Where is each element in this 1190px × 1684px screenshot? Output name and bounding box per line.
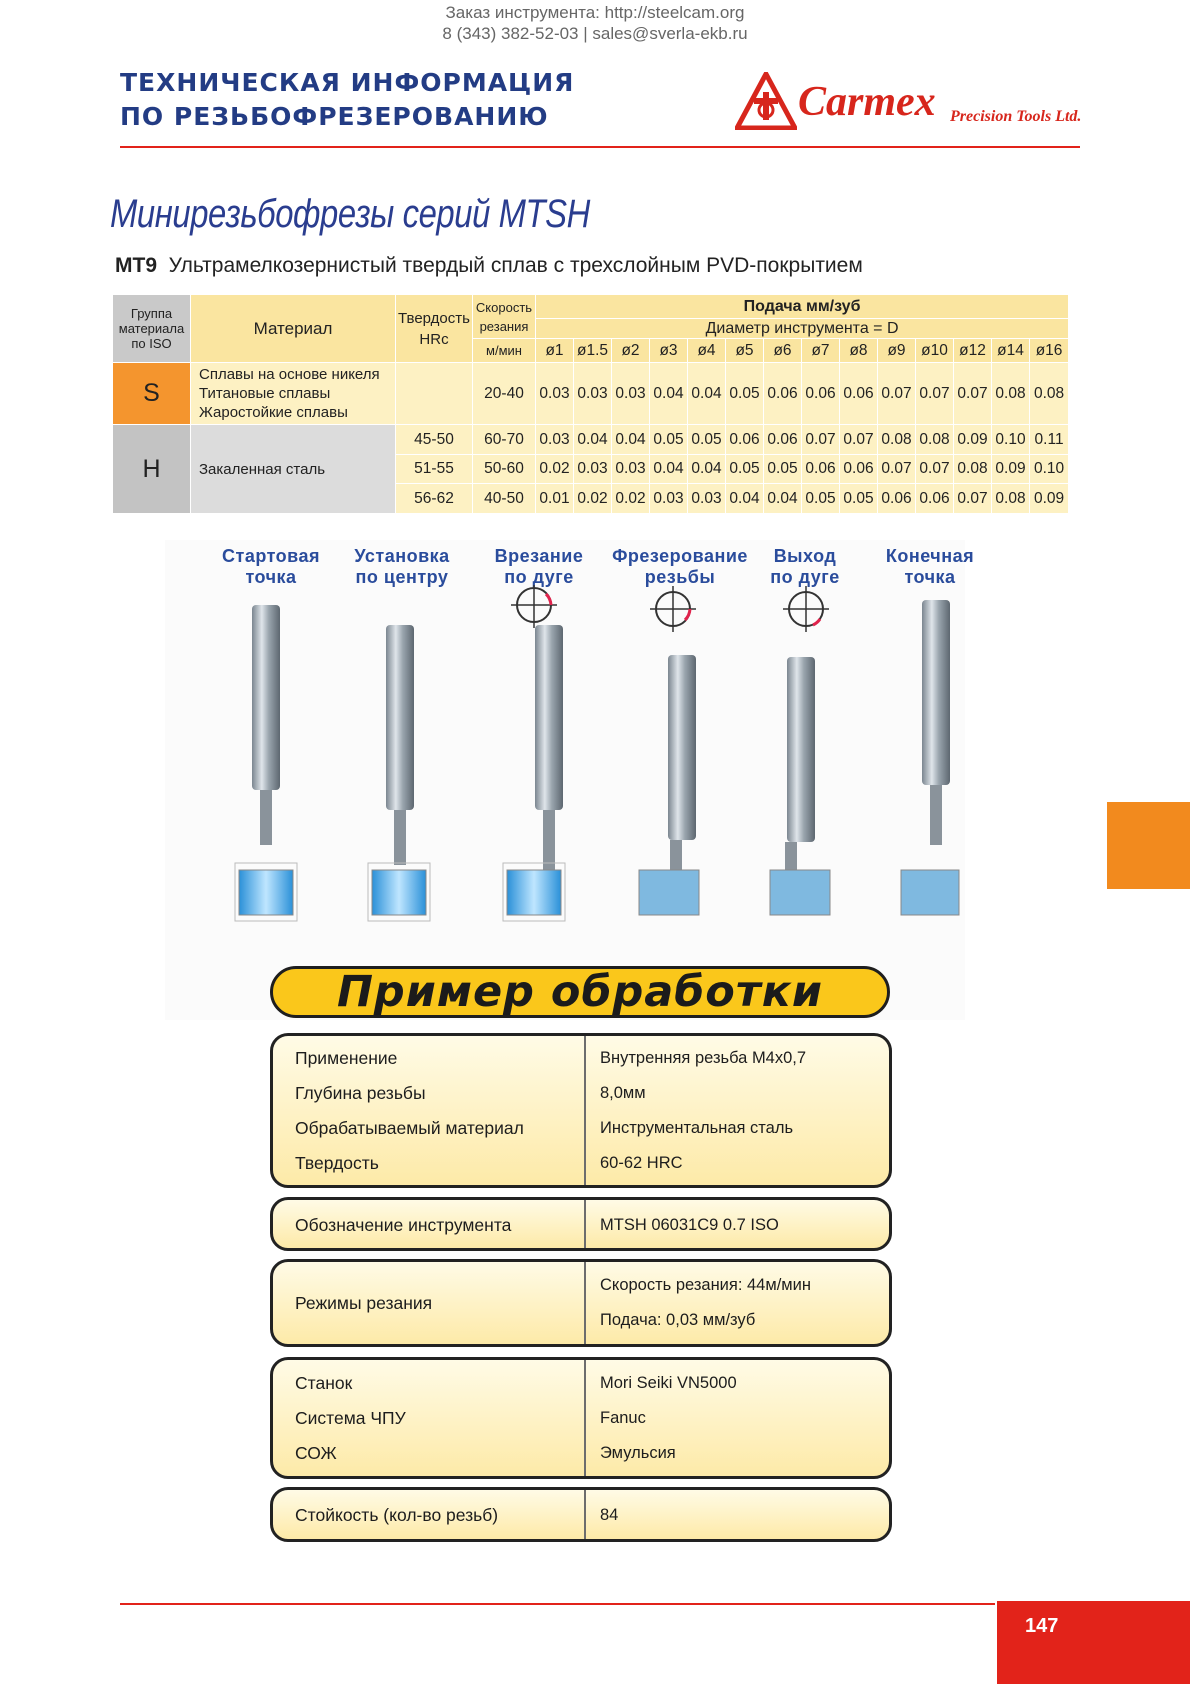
feed-cell: 0.07 (954, 484, 992, 514)
example-box-machine (270, 1357, 892, 1479)
step-5-tool (770, 586, 830, 915)
page-number: 147 (1025, 1615, 1059, 1637)
step-label-line-1: Фрезерование (612, 546, 748, 566)
feed-cell: 0.06 (916, 484, 954, 514)
tool-steps-drawing (165, 585, 965, 930)
feed-cell: 0.04 (574, 425, 612, 455)
feed-cell: 0.07 (840, 425, 878, 455)
feed-cell: 0.03 (536, 363, 574, 425)
feed-cell: 0.04 (650, 455, 688, 484)
feed-cell: 0.07 (878, 455, 916, 484)
step-6-tool (901, 600, 959, 915)
feed-cell: 0.07 (916, 363, 954, 425)
step-3-tool (503, 585, 565, 921)
diameter-cell: ø16 (1030, 339, 1069, 363)
col-feed-header: Подача мм/зуб (536, 295, 1069, 319)
feed-cell: 0.07 (878, 363, 916, 425)
feed-cell: 0.03 (612, 363, 650, 425)
feed-cell: 0.05 (764, 455, 802, 484)
box-divider (584, 1360, 586, 1476)
col-group-header: Группа материала по ISO (113, 295, 191, 363)
feed-cell: 0.06 (840, 455, 878, 484)
group-h-material: Закаленная сталь (191, 425, 396, 514)
col-speed-line-1: Скорость (475, 299, 533, 315)
feed-cell: 0.09 (954, 425, 992, 455)
diameter-cell: ø9 (878, 339, 916, 363)
step-label-line-1: Врезание (494, 546, 584, 566)
feed-cell: 0.10 (1030, 455, 1069, 484)
feed-cell: 0.06 (764, 425, 802, 455)
feed-cell: 0.05 (840, 484, 878, 514)
hardness-cell: 51-55 (396, 455, 473, 484)
value-cutting-speed: Скорость резания: 44м/мин (600, 1276, 811, 1294)
label-coolant: СОЖ (295, 1443, 337, 1463)
value-application: Внутренняя резьба М4х0,7 (600, 1049, 807, 1067)
feed-cell: 0.06 (764, 363, 802, 425)
step-4-tool (639, 586, 699, 915)
box-divider (584, 1490, 586, 1539)
feed-cell: 0.04 (764, 484, 802, 514)
speed-cell: 40-50 (473, 484, 536, 514)
subtitle (115, 254, 863, 278)
label-tool-life: Стойкость (кол-во резьб) (295, 1505, 499, 1525)
diameter-cell: ø2 (612, 339, 650, 363)
step-1-tool (235, 605, 297, 921)
label-hardness: Твердость (295, 1153, 379, 1173)
feed-cell: 0.07 (916, 455, 954, 484)
header-title (120, 66, 574, 134)
section-tab (1107, 802, 1190, 889)
diameter-cell: ø8 (840, 339, 878, 363)
example-box-tool-life (270, 1487, 892, 1542)
diameter-cell: ø4 (688, 339, 726, 363)
step-label-end (855, 546, 1005, 588)
box-divider (584, 1262, 586, 1344)
step-label-line-1: Выход (773, 546, 837, 566)
header-title-line-1: ТЕХНИЧЕСКАЯ ИНФОРМАЦИЯ (120, 68, 575, 97)
speed-cell: 60-70 (473, 425, 536, 455)
diameter-cell: ø12 (954, 339, 992, 363)
feed-cell: 0.03 (574, 455, 612, 484)
example-box-tool (270, 1197, 892, 1251)
feed-cell: 0.09 (1030, 484, 1069, 514)
box-divider (584, 1036, 586, 1185)
section-title: Минирезьбофрезы серий MTSH (110, 192, 590, 236)
feed-cell: 0.03 (574, 363, 612, 425)
box-divider (584, 1200, 586, 1248)
value-machine: Mori Seiki VN5000 (600, 1374, 737, 1392)
feed-cell: 0.04 (612, 425, 650, 455)
logo-name: Carmex (798, 79, 936, 125)
step-2-tool (368, 625, 430, 921)
contact-line-1: Заказ инструмента: http://steelcam.org (445, 3, 745, 22)
col-material-header: Материал (191, 295, 396, 363)
group-h-code: H (113, 425, 191, 514)
feed-cell: 0.05 (650, 425, 688, 455)
feed-table (112, 294, 1069, 514)
col-speed-header (473, 295, 536, 339)
col-speed-line-2: резания (479, 318, 529, 334)
speed-cell: 50-60 (473, 455, 536, 484)
header-divider (120, 146, 1080, 148)
feed-cell: 0.05 (688, 425, 726, 455)
value-feed: Подача: 0,03 мм/зуб (600, 1311, 756, 1329)
step-label-line-2: точка (245, 567, 297, 587)
diameter-cell: ø6 (764, 339, 802, 363)
material-item: Жаростойкие сплавы (199, 404, 348, 421)
step-label-line-1: Конечная (885, 546, 975, 566)
subtitle-code: MT9 (115, 254, 157, 277)
feed-cell: 0.04 (688, 455, 726, 484)
diameter-cell: ø14 (992, 339, 1030, 363)
subtitle-text: Ультрамелкозернистый твердый сплав с трехслойным PVD-покрытием (168, 254, 863, 277)
feed-cell: 0.04 (726, 484, 764, 514)
feed-cell: 0.02 (574, 484, 612, 514)
step-label-start (196, 546, 346, 588)
feed-cell: 0.03 (650, 484, 688, 514)
value-tool-life: 84 (600, 1506, 619, 1524)
feed-cell: 0.05 (726, 455, 764, 484)
feed-cell: 0.08 (992, 484, 1030, 514)
step-label-center (327, 546, 477, 588)
feed-cell: 0.09 (992, 455, 1030, 484)
step-label-line-2: по дуге (504, 567, 574, 587)
step-label-line-2: точка (904, 567, 956, 587)
feed-cell: 0.08 (1030, 363, 1069, 425)
feed-cell: 0.08 (878, 425, 916, 455)
feed-cell: 0.08 (916, 425, 954, 455)
feed-cell: 0.06 (726, 425, 764, 455)
feed-cell: 0.04 (650, 363, 688, 425)
col-diameter-header: Диаметр инструмента = D (536, 319, 1069, 339)
feed-cell: 0.08 (954, 455, 992, 484)
table-row-s (113, 363, 1069, 425)
carmex-logo (735, 68, 1085, 134)
label-workpiece-material: Обрабатываемый материал (295, 1118, 524, 1138)
feed-cell: 0.11 (1030, 425, 1069, 455)
diameter-cell: ø1.5 (574, 339, 612, 363)
label-cnc-system: Система ЧПУ (295, 1408, 406, 1428)
header-title-line-2: ПО РЕЗЬБОФРЕЗЕРОВАНИЮ (120, 102, 549, 131)
example-box-application (270, 1033, 892, 1188)
group-s-speed: 20-40 (473, 363, 536, 425)
footer-divider (120, 1603, 995, 1605)
feed-cell: 0.02 (612, 484, 650, 514)
hardness-cell: 56-62 (396, 484, 473, 514)
feed-cell: 0.06 (802, 455, 840, 484)
diameter-cell: ø7 (802, 339, 840, 363)
material-item: Титановые сплавы (199, 385, 331, 402)
step-label-line-1: Стартовая (222, 546, 320, 566)
diameter-cell: ø10 (916, 339, 954, 363)
feed-cell: 0.07 (802, 425, 840, 455)
value-thread-depth: 8,0мм (600, 1084, 646, 1102)
example-box-cutting-modes (270, 1259, 892, 1347)
carmex-triangle-icon (735, 72, 797, 130)
feed-cell: 0.08 (992, 363, 1030, 425)
feed-cell: 0.07 (954, 363, 992, 425)
feed-cell: 0.03 (688, 484, 726, 514)
feed-cell: 0.03 (536, 425, 574, 455)
feed-cell: 0.01 (536, 484, 574, 514)
group-s-code: S (113, 363, 191, 425)
label-machine: Станок (295, 1373, 353, 1393)
feed-cell: 0.10 (992, 425, 1030, 455)
example-title: Пример обработки (336, 967, 824, 1017)
feed-cell: 0.05 (802, 484, 840, 514)
contact-line-2: 8 (343) 382-52-03 | sales@sverla-ekb.ru (442, 24, 748, 43)
group-s-hardness (396, 363, 473, 425)
material-item: Сплавы на основе никеля (199, 366, 380, 383)
group-s-materials (191, 363, 396, 425)
col-speed-unit: м/мин (473, 339, 536, 363)
feed-cell: 0.02 (536, 455, 574, 484)
label-thread-depth: Глубина резьбы (295, 1083, 426, 1103)
step-label-line-2: по центру (355, 567, 449, 587)
label-cutting-modes: Режимы резания (295, 1293, 433, 1313)
label-tool-designation: Обозначение инструмента (295, 1215, 512, 1235)
feed-cell: 0.03 (612, 455, 650, 484)
step-label-arc-in (464, 546, 614, 588)
value-tool-designation: MTSH 06031C9 0.7 ISO (600, 1216, 779, 1234)
feed-cell: 0.06 (802, 363, 840, 425)
label-application: Применение (295, 1048, 398, 1068)
feed-cell: 0.05 (726, 363, 764, 425)
feed-cell: 0.06 (840, 363, 878, 425)
hardness-cell: 45-50 (396, 425, 473, 455)
diameter-cell: ø3 (650, 339, 688, 363)
example-banner (270, 966, 890, 1018)
step-label-line-2: резьбы (644, 567, 716, 587)
value-cnc-system: Fanuc (600, 1409, 646, 1427)
step-label-line-1: Установка (354, 546, 450, 566)
table-row-h1 (113, 425, 1069, 455)
diameter-cell: ø1 (536, 339, 574, 363)
value-coolant: Эмульсия (600, 1444, 676, 1462)
feed-cell: 0.06 (878, 484, 916, 514)
col-hardness-header: Твердость HRc (396, 295, 473, 363)
page-number-block (997, 1601, 1190, 1684)
value-workpiece-material: Инструментальная сталь (600, 1119, 794, 1137)
logo-subtitle: Precision Tools Ltd. (950, 108, 1082, 125)
feed-cell: 0.04 (688, 363, 726, 425)
diameter-cell: ø5 (726, 339, 764, 363)
step-label-line-2: по дуге (770, 567, 840, 587)
value-hardness: 60-62 HRC (600, 1154, 683, 1172)
